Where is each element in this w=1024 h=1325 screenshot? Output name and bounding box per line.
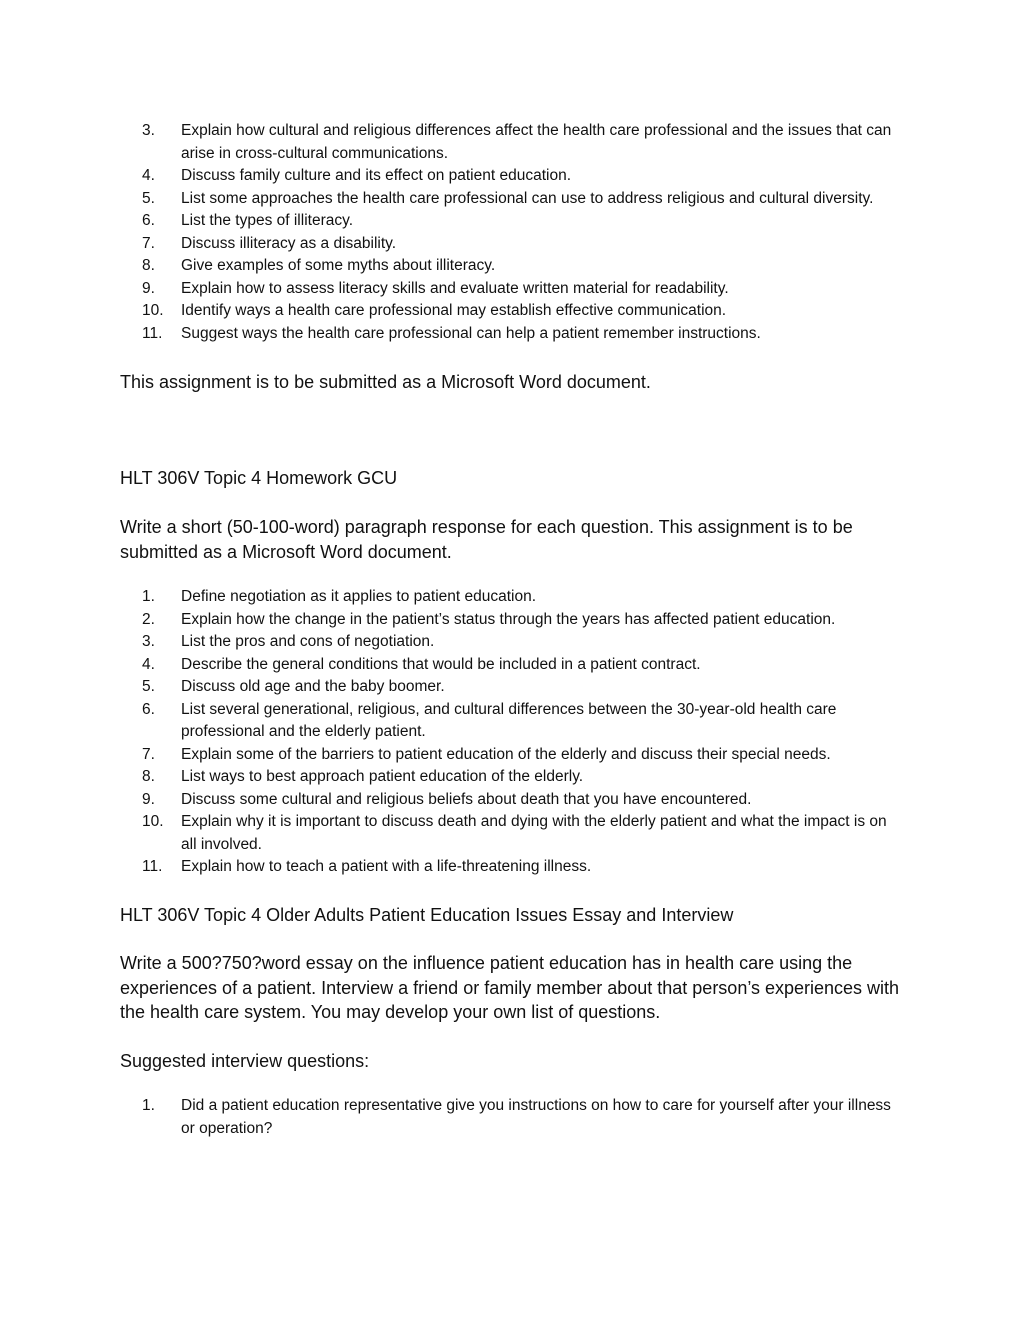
list-number: 6. xyxy=(142,212,155,229)
list-item xyxy=(120,165,906,188)
list-text: Explain how the change in the patient’s status through the years has affected patient education. xyxy=(181,610,836,628)
list-item xyxy=(120,811,906,856)
list-item xyxy=(120,856,906,879)
list-item xyxy=(120,699,906,744)
list-number: 11. xyxy=(142,324,163,342)
list-item xyxy=(120,631,906,654)
list-item xyxy=(120,586,906,609)
list-number: 5. xyxy=(142,678,155,695)
list-text: Identify ways a health care professional may establish effective communication. xyxy=(181,302,727,319)
list-number: 5. xyxy=(142,189,155,207)
homework-intro: Write a short (50-100-word) paragraph response for each question. This assignment is to be submitted as a Microsoft Word document. xyxy=(120,517,853,562)
list-item xyxy=(120,609,906,632)
list-text: Explain why it is important to discuss death and dying with the elderly patient and what the impact is on all involved. xyxy=(181,813,887,853)
objectives-list xyxy=(120,120,906,345)
interview-questions-heading: Suggested interview questions: xyxy=(120,1050,370,1071)
list-text: Suggest ways the health care professional can help a patient remember instructions. xyxy=(181,324,761,342)
list-text: Give examples of some myths about illiteracy. xyxy=(181,257,496,274)
essay-title: HLT 306V Topic 4 Older Adults Patient Education Issues Essay and Interview xyxy=(120,904,734,925)
list-item xyxy=(120,233,906,256)
list-text: Explain how to teach a patient with a life-threatening illness. xyxy=(181,858,592,875)
list-item xyxy=(120,654,906,677)
list-text: List the types of illiteracy. xyxy=(181,212,354,229)
list-number: 7. xyxy=(142,745,155,763)
list-item xyxy=(120,210,906,233)
list-text: List several generational, religious, and cultural differences between the 30-year-old health care professional and the elderly patient. xyxy=(181,700,837,740)
list-number: 4. xyxy=(142,655,155,673)
list-number: 4. xyxy=(142,167,155,184)
list-text: List the pros and cons of negotiation. xyxy=(181,633,435,650)
list-number: 9. xyxy=(142,279,155,297)
list-text: List some approaches the health care professional can use to address religious and cultural diversity. xyxy=(181,189,874,207)
list-item xyxy=(120,255,906,278)
list-text: Did a patient education representative give you instructions on how to care for yourself after your illness or operation? xyxy=(181,1097,891,1137)
submission-note: This assignment is to be submitted as a Microsoft Word document. xyxy=(120,372,651,392)
list-item xyxy=(120,300,906,323)
list-number: 7. xyxy=(142,234,155,252)
list-text: List ways to best approach patient education of the elderly. xyxy=(181,768,584,785)
list-item xyxy=(120,1095,906,1140)
list-number: 3. xyxy=(142,633,155,650)
list-text: Explain some of the barriers to patient education of the elderly and discuss their special needs. xyxy=(181,745,831,763)
list-text: Describe the general conditions that would be included in a patient contract. xyxy=(181,655,701,673)
list-text: Discuss family culture and its effect on patient education. xyxy=(181,167,572,184)
list-item xyxy=(120,744,906,767)
list-number: 3. xyxy=(142,122,155,139)
list-item xyxy=(120,789,906,812)
list-item xyxy=(120,323,906,346)
list-number: 8. xyxy=(142,768,155,785)
list-item xyxy=(120,676,906,699)
list-item xyxy=(120,278,906,301)
list-item xyxy=(120,188,906,211)
list-number: 11. xyxy=(142,858,163,875)
list-number: 2. xyxy=(142,610,155,628)
list-text: Discuss illiteracy as a disability. xyxy=(181,234,397,252)
list-text: Discuss old age and the baby boomer. xyxy=(181,678,445,695)
list-item xyxy=(120,766,906,789)
list-number: 1. xyxy=(142,1097,155,1114)
list-number: 9. xyxy=(142,790,155,808)
list-text: Explain how cultural and religious differences affect the health care professional and the issues that can arise in cross-cultural communications. xyxy=(181,122,892,162)
list-text: Define negotiation as it applies to patient education. xyxy=(181,588,537,605)
homework-title: HLT 306V Topic 4 Homework GCU xyxy=(120,467,398,488)
list-text: Explain how to assess literacy skills and evaluate written material for readability. xyxy=(181,279,729,297)
list-number: 10. xyxy=(142,813,164,830)
list-item xyxy=(120,120,906,165)
essay-intro: Write a 500?750?word essay on the influence patient education has in health care using the experiences of a patient. Interview a friend or family member about that person’s experiences with the health care system. You may develop your own list of questions. xyxy=(120,953,900,1022)
list-number: 1. xyxy=(142,588,155,605)
list-number: 10. xyxy=(142,302,164,319)
list-text: Discuss some cultural and religious beliefs about death that you have encountered. xyxy=(181,790,752,808)
list-number: 8. xyxy=(142,257,155,274)
homework-questions-list xyxy=(120,586,906,879)
list-number: 6. xyxy=(142,700,155,718)
interview-questions-list xyxy=(120,1095,906,1140)
